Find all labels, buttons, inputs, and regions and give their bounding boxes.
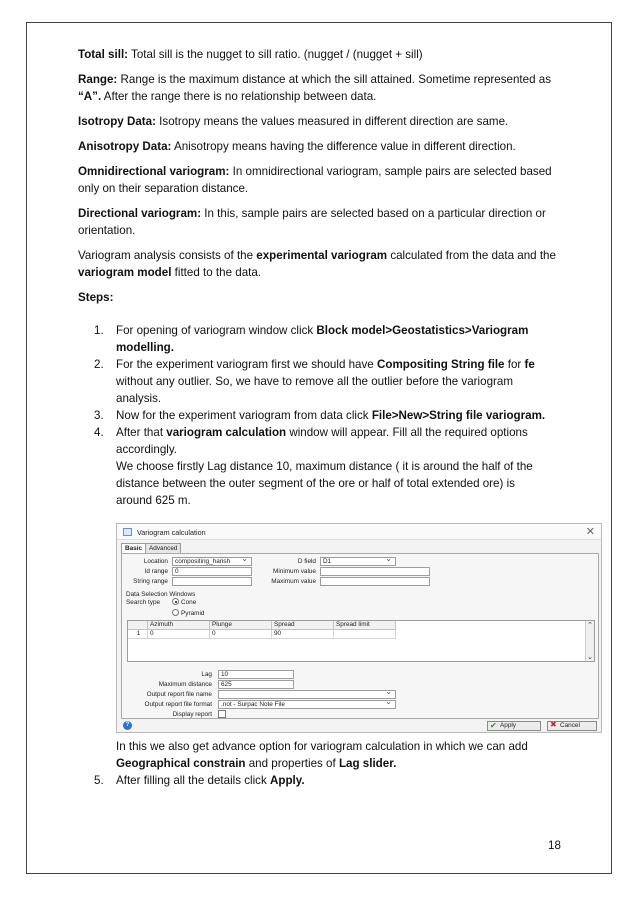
dialog-title: Variogram calculation: [137, 528, 206, 537]
radio-cone[interactable]: Cone: [172, 598, 196, 606]
variogram-paragraph: Variogram analysis consists of the experimental variogram calculated from the data and the variogram model fitted to the data.: [78, 249, 556, 279]
check-icon: ✔: [490, 721, 497, 730]
help-icon[interactable]: ?: [123, 721, 132, 730]
max-value-label: Maximum value: [271, 578, 316, 585]
scroll-down-icon[interactable]: ⌄: [587, 654, 593, 661]
tab-advanced[interactable]: Advanced: [145, 543, 181, 553]
def-total-sill: Total sill: Total sill is the nugget to sill ratio. (nugget / (nugget + sill): [78, 48, 423, 61]
tab-basic[interactable]: Basic: [121, 543, 146, 553]
step-5: 5. After filling all the details click Apply.: [94, 774, 305, 787]
location-dropdown[interactable]: compositing_harish ⌄: [172, 557, 252, 566]
max-distance-label: Maximum distance: [158, 681, 212, 688]
string-range-input[interactable]: [172, 577, 252, 586]
step-4: 4. After that variogram calculation window will appear. Fill all the required options accordingly. We choose firstly Lag distance 10, maximum distance ( it is around the half of the distance between the outer segment of the ore or half of total extended ore) is around 625 m.: [94, 426, 533, 507]
lag-label: Lag: [201, 671, 212, 678]
step-1: 1. For opening of variogram window click Block model>Geostatistics>Variogram modelling.: [94, 324, 529, 354]
max-distance-input[interactable]: 625: [218, 680, 294, 689]
data-selection-label: Data Selection Windows: [126, 591, 196, 598]
grid-header-azimuth: Azimuth: [148, 621, 210, 630]
location-label: Location: [143, 558, 168, 565]
string-range-label: String range: [133, 578, 168, 585]
step-2: 2. For the experiment variogram first we should have Compositing String file for fe without any outlier. So, we have to remove all the outlier before the variogram analysis.: [94, 358, 535, 405]
grid-corner: [128, 621, 148, 630]
after-dialog-text: In this we also get advance option for variogram calculation in which we can add Geographical constrain and properties of Lag slider.: [116, 740, 528, 770]
close-icon[interactable]: ✕: [585, 526, 595, 538]
definitions: [78, 46, 578, 306]
grid-cell-spread[interactable]: 90: [272, 630, 334, 639]
basic-panel: [121, 553, 599, 719]
min-value-input[interactable]: [320, 567, 430, 576]
scroll-up-icon[interactable]: ⌃: [587, 622, 593, 629]
radio-cone-indicator: [172, 598, 179, 605]
step-3: 3. Now for the experiment variogram from data click File>New>String file variogram.: [94, 409, 546, 422]
display-report-label: Display report: [172, 711, 212, 718]
def-anisotropy: Anisotropy Data: Anisotropy means having the difference value in different direction.: [78, 140, 516, 153]
page-number: 18: [548, 839, 561, 852]
steps-list: [78, 322, 578, 509]
def-isotropy: Isotropy Data: Isotropy means the values measured in different direction are same.: [78, 115, 509, 128]
window-icon: [123, 528, 132, 536]
grid-scrollbar[interactable]: [585, 621, 594, 661]
direction-grid[interactable]: [127, 620, 595, 662]
steps-continued: [78, 738, 578, 789]
grid-cell-plunge[interactable]: 0: [210, 630, 272, 639]
search-type-label: Search type: [126, 599, 161, 606]
grid-cell-spread-limit[interactable]: [334, 630, 396, 639]
def-directional: Directional variogram: In this, sample pairs are selected based on a particular direction or orientation.: [78, 207, 546, 237]
max-value-input[interactable]: [320, 577, 430, 586]
output-report-name-label: Output report file name: [146, 691, 212, 698]
grid-cell-azimuth[interactable]: 0: [148, 630, 210, 639]
cancel-icon: ✖: [550, 720, 557, 729]
def-omnidirectional: Omnidirectional variogram: In omnidirectional variogram, sample pairs are selected based only on their separation distance.: [78, 165, 552, 195]
radio-pyramid[interactable]: Pyramid: [172, 609, 204, 617]
id-range-label: Id range: [144, 568, 168, 575]
grid-header-plunge: Plunge: [210, 621, 272, 630]
steps-heading: Steps:: [78, 291, 114, 304]
grid-header-spread-limit: Spread limit: [334, 621, 396, 630]
d-field-label: D field: [297, 558, 316, 565]
grid-header-spread: Spread: [272, 621, 334, 630]
min-value-label: Minimum value: [273, 568, 316, 575]
output-report-format-label: Output report file format: [144, 701, 212, 708]
lag-input[interactable]: 10: [218, 670, 294, 679]
variogram-calculation-dialog: [116, 523, 602, 733]
d-field-dropdown[interactable]: D1 ⌄: [320, 557, 396, 566]
cancel-button[interactable]: ✖ Cancel: [547, 721, 597, 731]
output-report-format-dropdown[interactable]: .not - Surpac Note File ⌄: [218, 700, 396, 709]
radio-pyramid-indicator: [172, 609, 179, 616]
dialog-titlebar: [117, 524, 601, 540]
display-report-checkbox[interactable]: [218, 710, 226, 718]
id-range-input[interactable]: 0: [172, 567, 252, 576]
grid-row-number: 1: [128, 630, 148, 639]
def-range: Range: Range is the maximum distance at which the sill attained. Sometime represented as “A”. After the range there is no relationship between data.: [78, 73, 551, 103]
apply-button[interactable]: ✔ Apply: [487, 721, 541, 731]
output-report-name-dropdown[interactable]: [218, 690, 396, 699]
